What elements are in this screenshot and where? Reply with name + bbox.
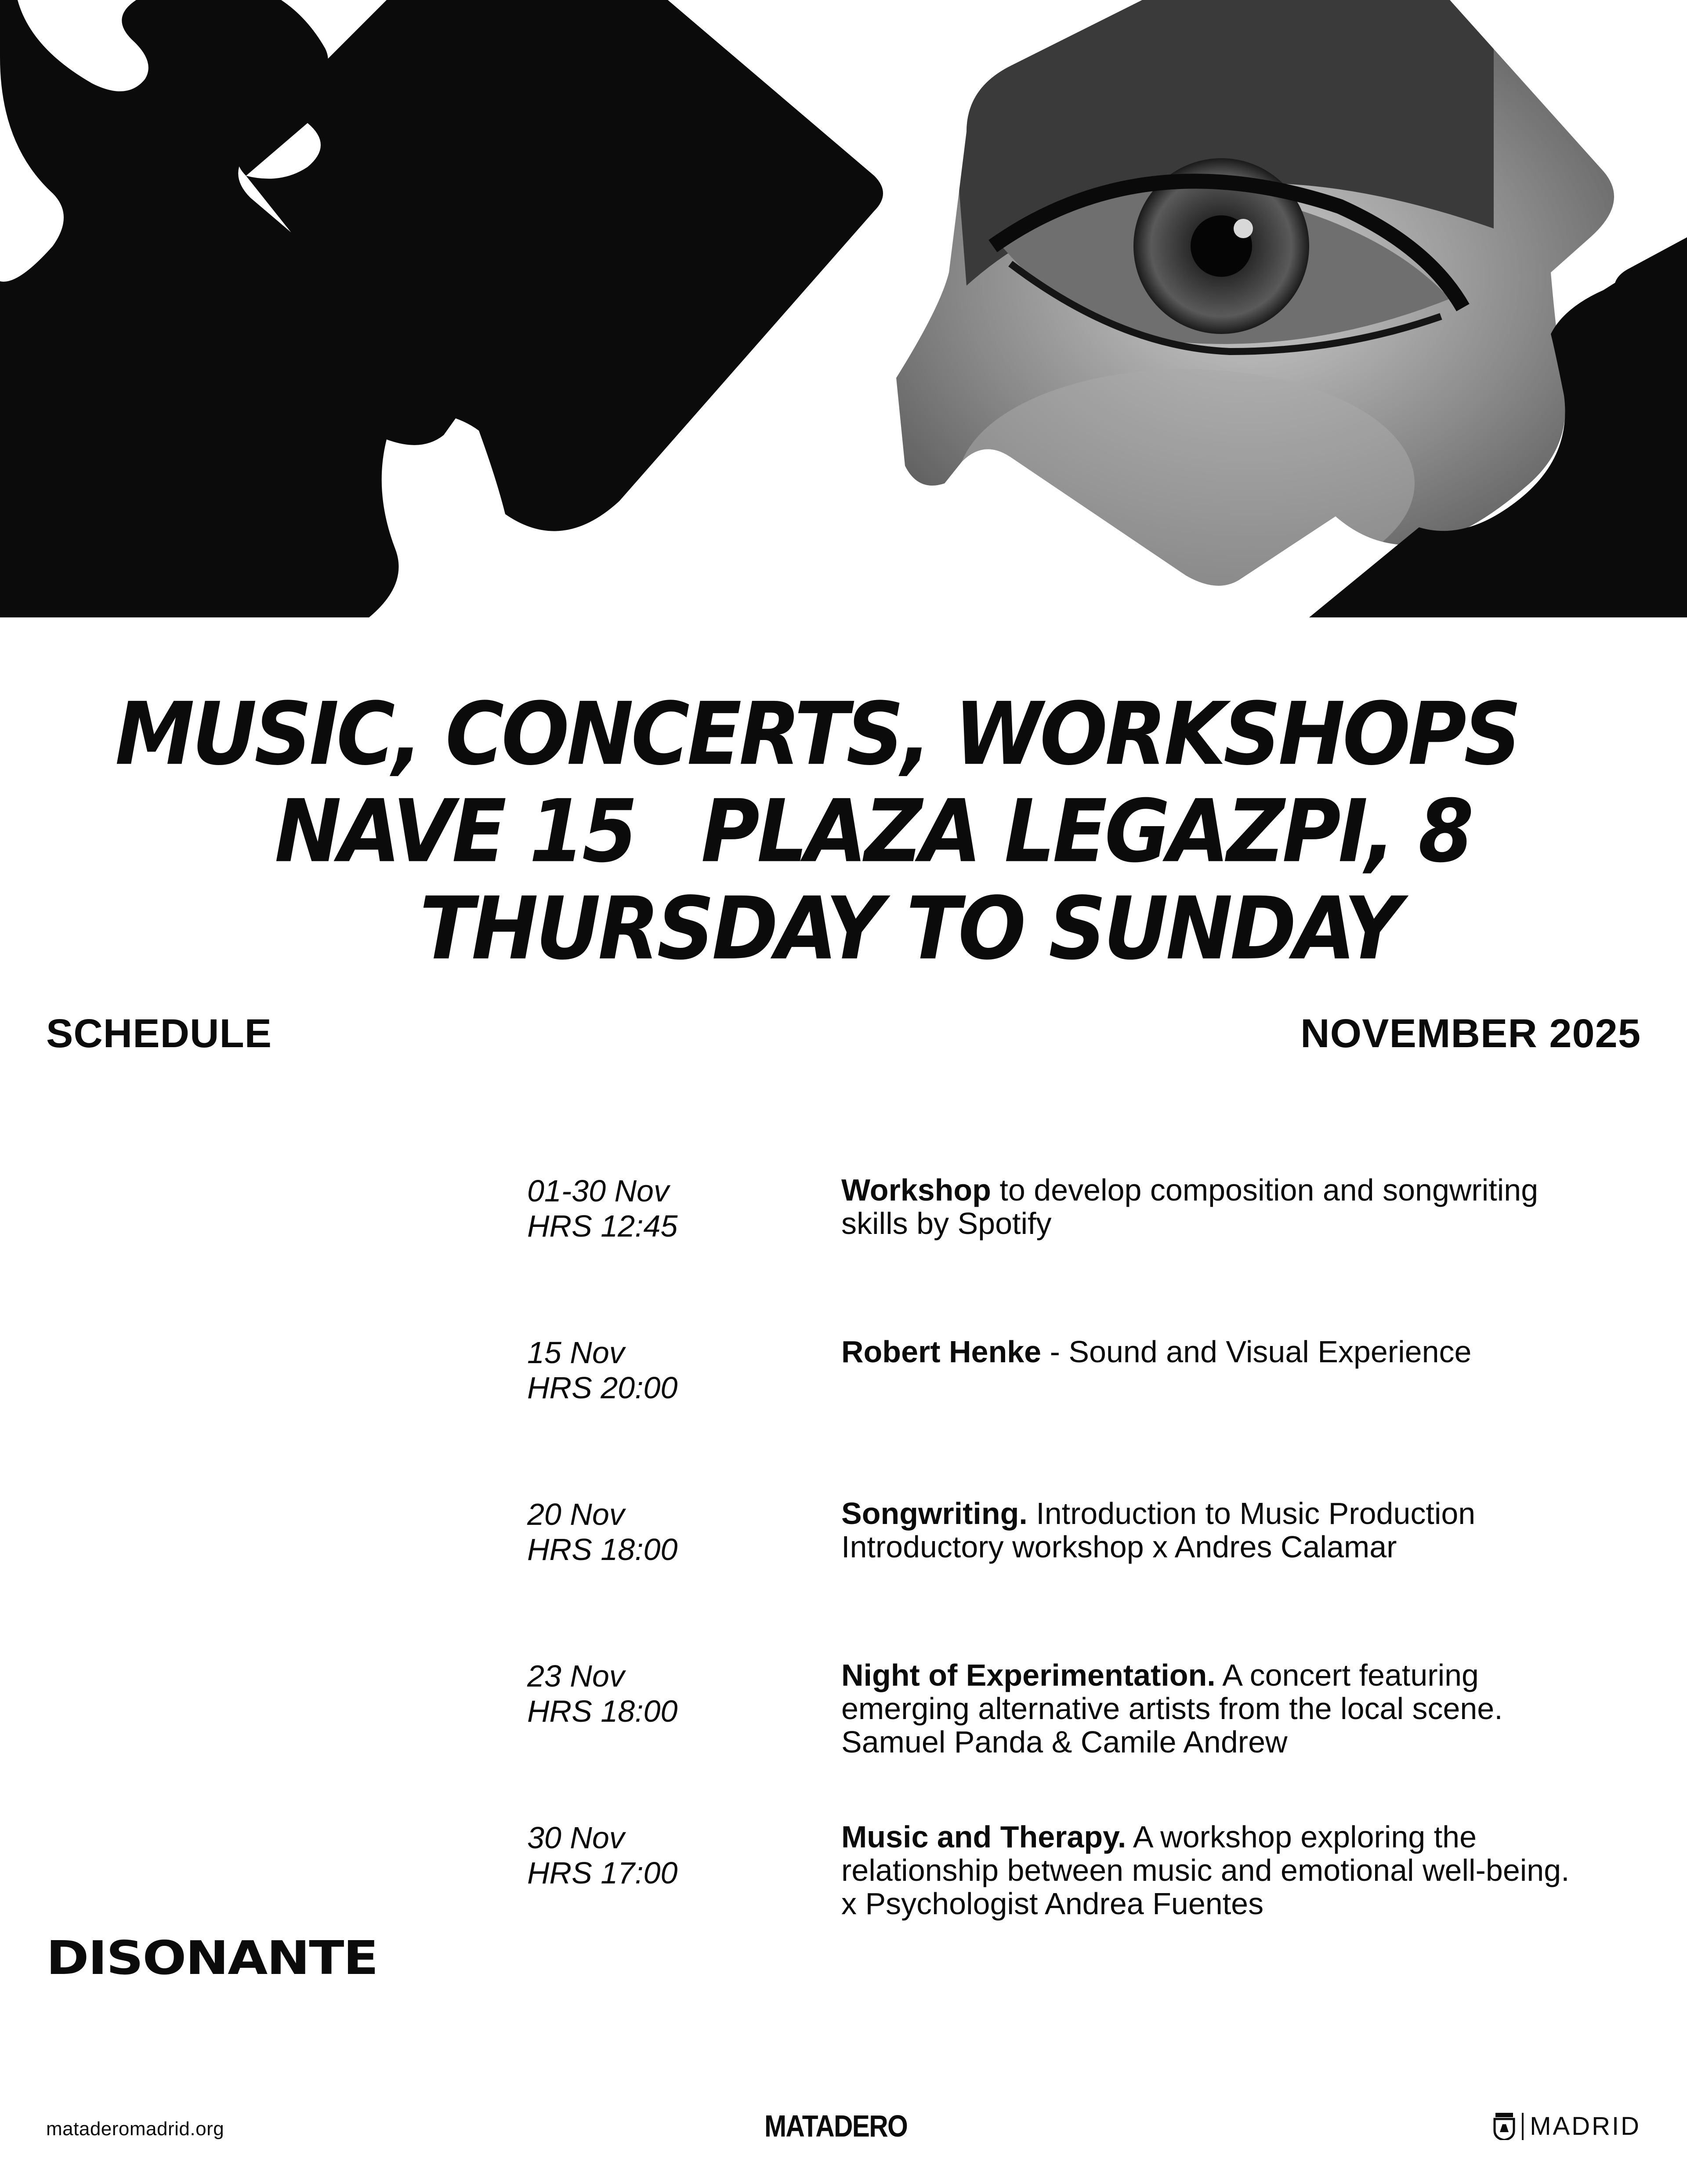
headline-address: PLAZA LEGAZPI, 8	[701, 781, 1471, 882]
event-datetime	[527, 1497, 808, 1567]
event-date: 23 Nov	[527, 1659, 625, 1693]
event-time: HRS 17:00	[527, 1856, 678, 1890]
event-title: Night of Experimentation.	[841, 1658, 1216, 1692]
hero-artwork	[0, 0, 1687, 617]
event-time: HRS 18:00	[527, 1532, 678, 1567]
event-date: 20 Nov	[527, 1497, 625, 1531]
event-text-line: relationship between music and emotional well-being.	[841, 1853, 1570, 1887]
matadero-logo: MATADERO	[764, 2109, 908, 2143]
event-description	[841, 1658, 1632, 1759]
event-text-line: skills by Spotify	[841, 1206, 1052, 1241]
event-text-line: x Psychologist Andrea Fuentes	[841, 1887, 1264, 1921]
event-date: 01-30 Nov	[527, 1174, 669, 1208]
event-text-line: emerging alternative artists from the local scene.	[841, 1691, 1503, 1726]
event-text-line: A concert featuring	[1222, 1658, 1479, 1692]
event-title: Songwriting.	[841, 1496, 1028, 1531]
logo-divider	[1522, 2113, 1524, 2140]
event-time: HRS 12:45	[527, 1209, 678, 1243]
madrid-wordmark: MADRID	[1530, 2112, 1641, 2140]
event-text-line: Introduction to Music Production	[1036, 1496, 1476, 1531]
event-datetime	[527, 1173, 808, 1244]
event-title: Music and Therapy.	[841, 1820, 1126, 1854]
madrid-logo	[1493, 2111, 1641, 2141]
event-title: Workshop	[841, 1173, 991, 1207]
event-description	[841, 1173, 1632, 1240]
event-time: HRS 20:00	[527, 1371, 678, 1405]
month-label: NOVEMBER 2025	[1300, 1011, 1641, 1056]
event-description	[841, 1335, 1632, 1368]
event-datetime	[527, 1820, 808, 1890]
event-datetime	[527, 1335, 808, 1405]
event-date: 30 Nov	[527, 1821, 625, 1855]
event-description	[841, 1497, 1632, 1564]
madrid-crest-icon	[1493, 2113, 1516, 2140]
website-link[interactable]: mataderomadrid.org	[46, 2118, 224, 2140]
headline-venue: NAVE 15	[275, 781, 635, 882]
event-text-line: Introductory workshop x Andres Calamar	[841, 1530, 1397, 1564]
event-title: Robert Henke	[841, 1335, 1042, 1369]
event-time: HRS 18:00	[527, 1694, 678, 1728]
headline-line-3: THURSDAY TO SUNDAY	[420, 878, 1399, 979]
event-datetime	[527, 1658, 808, 1729]
event-text-line: A workshop exploring the	[1133, 1820, 1477, 1854]
disonante-logo: DISONANTE	[46, 1931, 378, 1985]
event-text-line: Samuel Panda & Camile Andrew	[841, 1725, 1288, 1759]
event-description	[841, 1820, 1632, 1920]
headline-line-2	[275, 783, 1471, 880]
headline-line-1: MUSIC, CONCERTS, WORKSHOPS	[115, 683, 1519, 784]
event-date: 15 Nov	[527, 1335, 625, 1370]
event-text-line: to develop composition and songwriting	[999, 1173, 1539, 1207]
schedule-label: SCHEDULE	[46, 1011, 272, 1056]
event-text-line: - Sound and Visual Experience	[1050, 1335, 1472, 1369]
